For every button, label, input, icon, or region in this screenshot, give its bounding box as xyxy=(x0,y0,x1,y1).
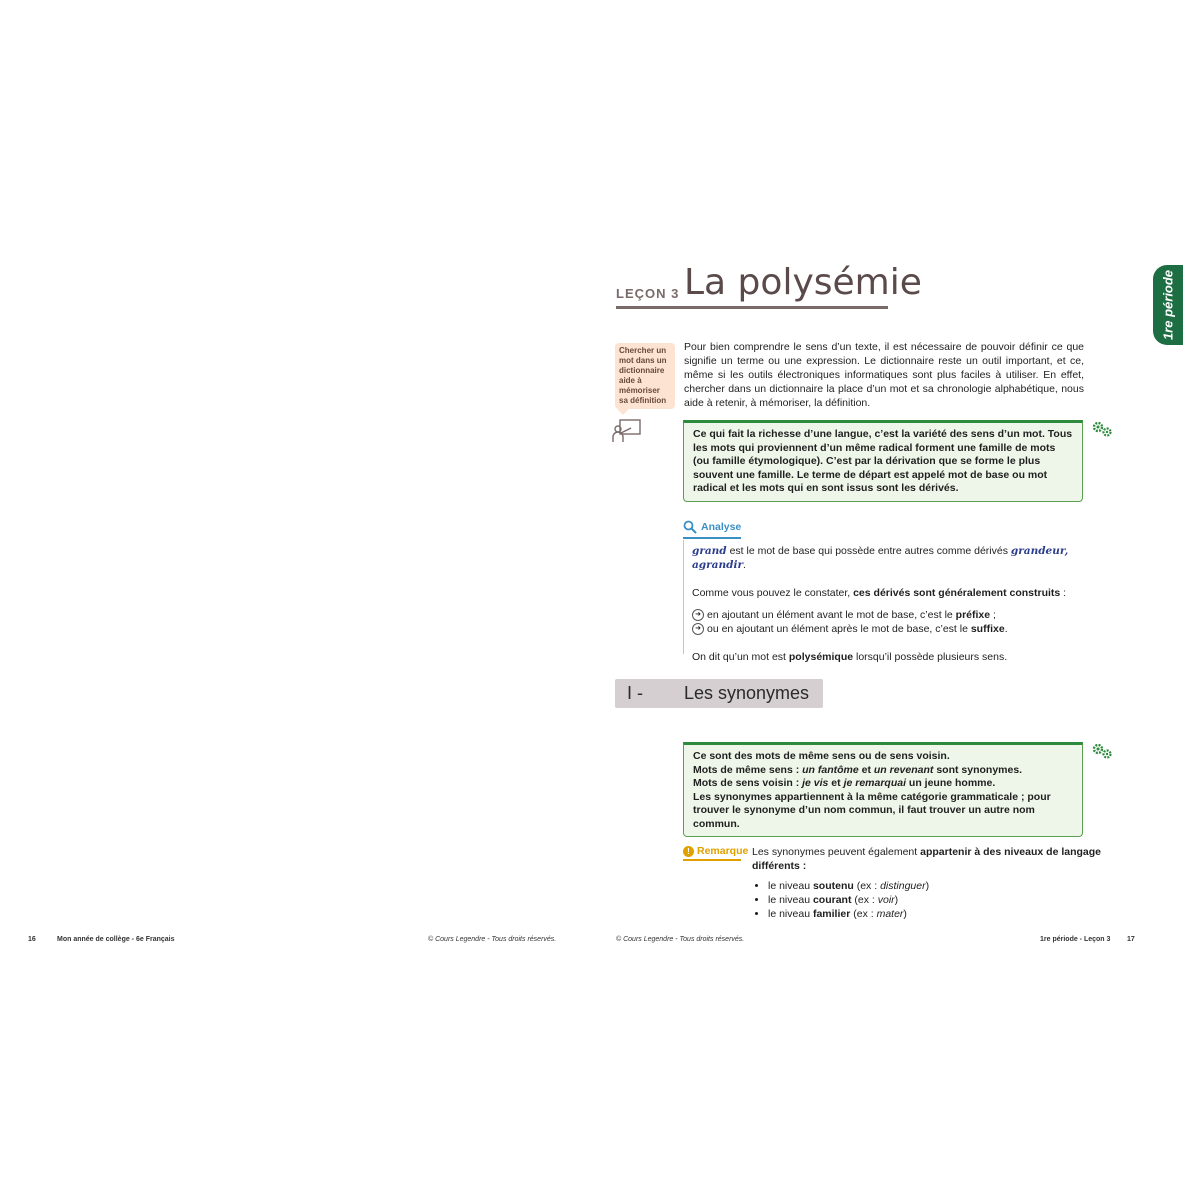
item-text: (ex : xyxy=(853,880,881,892)
item-text: le niveau xyxy=(768,880,813,892)
exclamation-icon: ! xyxy=(683,846,694,857)
definition-text: sont synonymes. xyxy=(933,763,1023,776)
item-example: voir xyxy=(877,894,895,906)
section-number: I - xyxy=(627,683,643,703)
analyse-label: Analyse xyxy=(701,521,742,533)
item-text: ) xyxy=(925,880,930,892)
definition-text: Ce qui fait la richesse d’une langue, c’est la variété des sens d’un mot. Tous les mots qui proviennent d’un même radical forment une famille de mots (ou famille étymologique). C’est par la dérivation que se forme le plus souvent une famille. Le terme de départ est appelé mot de base ou mot radical et les mots qui en sont issus sont les dérivés. xyxy=(693,428,1073,494)
teacher-board-icon xyxy=(611,418,643,444)
list-item xyxy=(768,907,1102,921)
analyse-emphasis: polysémique xyxy=(788,651,854,663)
list-item xyxy=(768,893,1102,907)
definition-line xyxy=(693,764,1073,778)
arrow-circle-icon: ➜ xyxy=(692,609,704,621)
analyse-punct: . xyxy=(742,559,746,571)
right-copyright: © Cours Legendre - Tous droits réservés. xyxy=(616,936,745,943)
lesson-label: LEÇON 3 xyxy=(616,286,680,301)
item-example: mater xyxy=(876,908,904,920)
arrow-circle-icon: ➜ xyxy=(692,623,704,635)
analyse-punct: ; xyxy=(990,609,996,621)
item-text: le niveau xyxy=(768,894,813,906)
remarque-underline xyxy=(683,859,741,861)
right-page-number: 17 xyxy=(1127,936,1135,943)
synonyms-definition-box xyxy=(683,742,1083,837)
definition-line: Les synonymes appartiennent à la même catégorie grammaticale ; pour trouver le synonyme d’un nom commun, il faut trouver un autre nom commun. xyxy=(693,790,1051,830)
derived-words: grandeur, agrandir xyxy=(692,545,1069,571)
remarque-intro xyxy=(752,845,1102,873)
section-title: Les synonymes xyxy=(684,683,810,703)
analyse-line-3 xyxy=(692,650,1112,664)
analyse-text: est le mot de base qui possède entre autres comme dérivés xyxy=(726,545,1011,557)
left-page-number: 16 xyxy=(28,936,36,943)
definition-line: Ce sont des mots de même sens ou de sens voisin. xyxy=(693,750,950,762)
analyse-punct: . xyxy=(1004,623,1008,635)
remarque-emphasis: appartenir à des niveaux de langage différents xyxy=(752,846,1102,872)
analyse-side-rule xyxy=(683,540,684,654)
analyse-text: ou en ajoutant un élément après le mot de base, c’est le xyxy=(707,623,971,635)
magnifier-icon xyxy=(683,520,697,534)
gears-icon xyxy=(1091,742,1113,760)
remarque-label: Remarque xyxy=(697,845,749,857)
memo-tail xyxy=(617,409,629,415)
definition-text: et xyxy=(858,763,874,776)
example-word: un revenant xyxy=(873,763,934,776)
analyse-heading xyxy=(683,520,741,534)
definition-text: un jeune homme. xyxy=(906,777,996,789)
analyse-punct: : xyxy=(1060,587,1067,599)
right-running-title: 1re période - Leçon 3 xyxy=(1040,936,1111,943)
item-level: courant xyxy=(812,894,852,906)
item-example: distinguer xyxy=(880,880,926,892)
remarque-body xyxy=(752,845,1102,921)
analyse-text: en ajoutant un élément avant le mot de base, c’est le xyxy=(707,609,956,621)
memo-note: Chercher un mot dans un dictionnaire aide à mémoriser sa définition xyxy=(615,343,675,409)
definition-box xyxy=(683,420,1083,502)
remarque-punct: : xyxy=(799,860,807,872)
title-underline xyxy=(616,306,888,309)
analyse-emphasis: suffixe xyxy=(970,623,1005,635)
example-word: je vis xyxy=(802,777,829,789)
analyse-line-2 xyxy=(692,586,1112,600)
analyse-bullet-2 xyxy=(692,622,1112,636)
remarque-text: Les synonymes peuvent également xyxy=(752,846,921,858)
item-text: ) xyxy=(903,908,907,920)
analyse-bullet-1 xyxy=(692,608,1112,622)
item-text: ) xyxy=(894,894,899,906)
analyse-body xyxy=(692,544,1112,664)
intro-paragraph: Pour bien comprendre le sens d’un texte, il est nécessaire de pouvoir définir ce que signifie un terme ou une expression. Le dictionnaire reste un outil important, et ce, même si les outils électroniques informatiques sont plus faciles à utiliser. En effet, chercher dans un dictionnaire la place d’un mot et sa chronologie alphabétique, nous aide à retenir, à mémoriser, la définition. xyxy=(684,341,1084,409)
analyse-line-1 xyxy=(692,544,1112,572)
section-heading xyxy=(615,679,823,708)
base-word: grand xyxy=(692,545,727,557)
analyse-emphasis: ces dérivés sont généralement construits xyxy=(853,587,1061,599)
list-item xyxy=(768,879,1102,893)
page-title: La polysémie xyxy=(684,262,922,303)
definition-text: Mots de même sens : xyxy=(693,763,803,776)
example-word: je remarquai xyxy=(843,777,907,789)
definition-text: et xyxy=(828,777,844,789)
example-word: un fantôme xyxy=(802,763,859,776)
analyse-underline xyxy=(683,537,741,539)
item-level: familier xyxy=(812,908,851,920)
item-text: le niveau xyxy=(768,908,813,920)
left-running-title: Mon année de collège - 6e Français xyxy=(57,936,175,943)
analyse-text: Comme vous pouvez le constater, xyxy=(692,587,854,599)
analyse-text: lorsqu’il possède plusieurs sens. xyxy=(853,651,1008,663)
item-text: (ex : xyxy=(850,908,877,920)
period-tab-label: 1re période xyxy=(1160,269,1176,341)
item-level: soutenu xyxy=(812,880,854,892)
left-copyright: © Cours Legendre - Tous droits réservés. xyxy=(428,936,557,943)
definition-text: Mots de sens voisin : xyxy=(693,777,803,789)
analyse-emphasis: préfixe xyxy=(955,609,991,621)
gears-icon xyxy=(1091,420,1113,438)
analyse-text: On dit qu’un mot est xyxy=(692,651,789,663)
item-text: (ex : xyxy=(851,894,878,906)
language-levels-list xyxy=(752,879,1102,921)
period-tab xyxy=(1153,265,1183,345)
remarque-heading xyxy=(683,845,748,857)
definition-line xyxy=(693,777,1073,791)
